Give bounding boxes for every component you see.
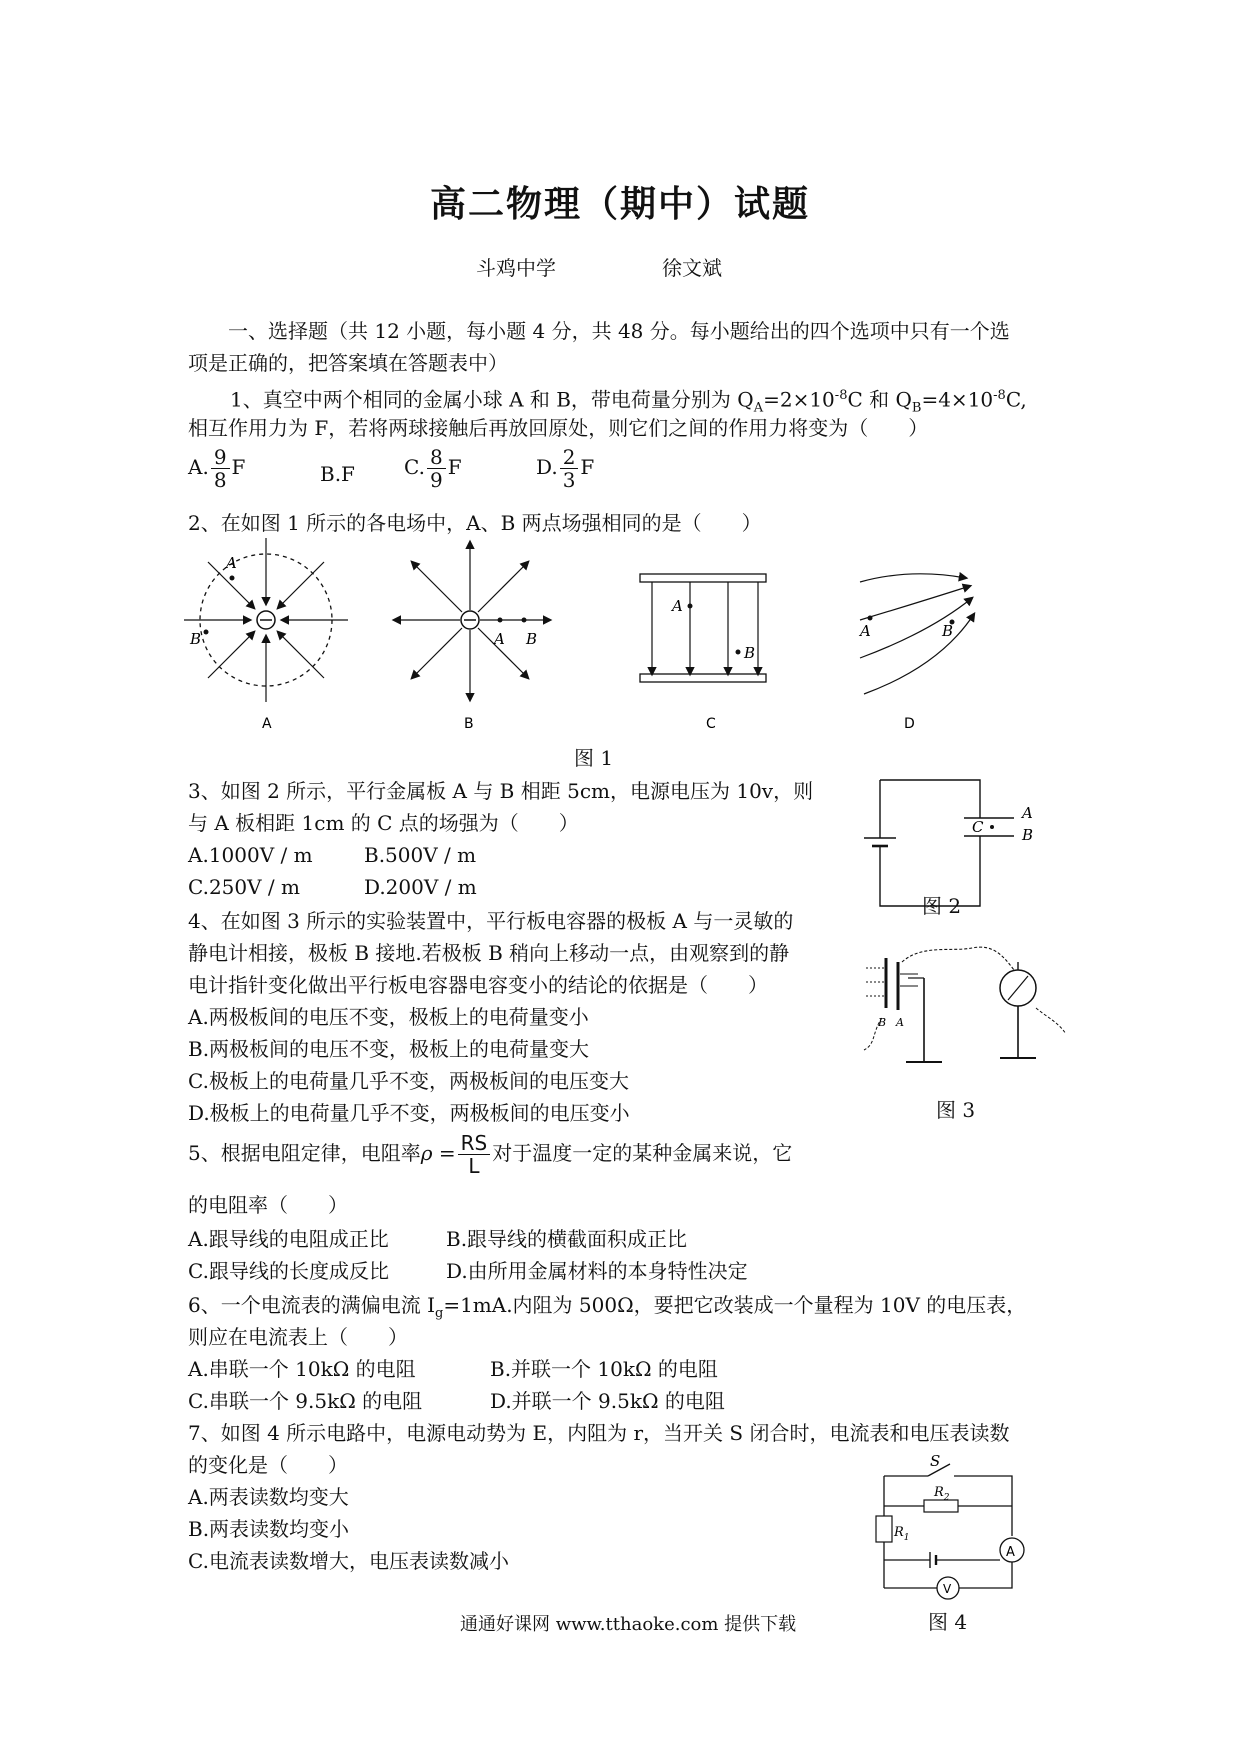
- panel-label-a: A: [262, 716, 272, 732]
- q6-option-a: A.串联一个 10kΩ 的电阻: [188, 1357, 416, 1381]
- q3-option-a: A.1000V / m: [188, 843, 313, 867]
- field-panel-b: [394, 542, 550, 700]
- q5-line2: 的电阻率（ ）: [188, 1193, 348, 1217]
- panel-b-point-a: A: [494, 630, 505, 648]
- q7-option-c: C.电流表读数增大，电压表读数减小: [188, 1549, 509, 1573]
- panel-a-point-a: A: [226, 554, 237, 572]
- q5-option-d: D.由所用金属材料的本身特性决定: [446, 1259, 748, 1283]
- figure-2-label-a: A: [1022, 804, 1033, 822]
- figure-2-caption: 图 2: [922, 894, 962, 918]
- q4-option-c: C.极板上的电荷量几乎不变，两极板间的电压变大: [188, 1069, 629, 1093]
- panel-a-point-b: B: [190, 630, 202, 648]
- author-school: 斗鸡中学: [476, 256, 556, 280]
- panel-label-b: B: [464, 716, 474, 732]
- q3-option-c: C.250V / m: [188, 875, 300, 899]
- panel-label-d: D: [904, 716, 915, 732]
- q3-line2: 与 A 板相距 1cm 的 C 点的场强为（ ）: [188, 811, 579, 835]
- q4-option-d: D.极板上的电荷量几乎不变，两极板间的电压变小: [188, 1101, 630, 1125]
- q3-option-b: B.500V / m: [364, 843, 477, 867]
- fraction: $\frac{9}{8}$: [211, 446, 230, 491]
- q4-option-a: A.两极板间的电压不变，极板上的电荷量变小: [188, 1005, 589, 1029]
- panel-b-point-b: B: [526, 630, 538, 648]
- q1-line1: 1、真空中两个相同的金属小球 A 和 B，带电荷量分别为 $Q_A=2\times 10^{-8}C$ 和 $Q_B=4\times 10^{-8}C$,: [230, 387, 1027, 416]
- field-panel-c: [640, 574, 766, 682]
- figure-3: [852, 948, 1072, 1088]
- q6-line2: 则应在电流表上（ ）: [188, 1325, 408, 1349]
- q1-option-b: B.F: [320, 462, 355, 486]
- q6-option-c: C.串联一个 9.5kΩ 的电阻: [188, 1389, 423, 1413]
- figure-2-label-b: B: [1022, 826, 1034, 844]
- fraction: $\frac{RS}{L}$: [458, 1132, 491, 1177]
- figure-3-label-b: B: [878, 1016, 887, 1029]
- field-panel-a: [184, 538, 348, 702]
- panel-c-point-a: A: [672, 597, 683, 615]
- q6-line1: 6、一个电流表的满偏电流 $I_g=1mA$.内阻为 500Ω，要把它改装成一个量程为 10V 的电压表，: [188, 1293, 1027, 1321]
- figure-4-label-s: S: [930, 1452, 941, 1470]
- q4-line3: 电计指针变化做出平行板电容器电容变小的结论的依据是（ ）: [188, 973, 768, 997]
- panel-c-point-b: B: [744, 644, 756, 662]
- author-name: 徐文斌: [662, 256, 722, 280]
- q1-option-d: D. $\frac{2}{3}$ F: [536, 445, 595, 492]
- q7-line1: 7、如图 4 所示电路中，电源电动势为 E，内阻为 r，当开关 S 闭合时，电流表和电压表读数: [188, 1421, 1010, 1445]
- q1-option-c: C. $\frac{8}{9}$ F: [404, 445, 462, 492]
- figure-4: [872, 1450, 1052, 1600]
- field-panel-d: [858, 574, 974, 694]
- fraction: $\frac{2}{3}$: [560, 446, 579, 491]
- page-title: 高二物理（期中）试题: [429, 183, 810, 225]
- q2-text: 2、在如图 1 所示的各电场中，A、B 两点场强相同的是（ ）: [188, 511, 762, 535]
- ammeter-icon: A: [1006, 1545, 1015, 1560]
- figure-1: [0, 548, 1240, 748]
- figure-3-label-a: A: [896, 1016, 904, 1029]
- section-heading-line1: 一、选择题（共 12 小题，每小题 4 分，共 48 分。每小题给出的四个选项中只有一个选: [228, 319, 1010, 343]
- section-heading-line2: 项是正确的，把答案填在答题表中）: [188, 351, 508, 375]
- figure-3-caption: 图 3: [936, 1098, 976, 1122]
- voltmeter-icon: V: [943, 1582, 952, 1596]
- q5-line1: 5、根据电阻定律，电阻率ρ = $\frac{RS}{L}$ 对于温度一定的某种金属来说，它: [188, 1131, 793, 1178]
- q1-line2: 相互作用力为 F，若将两球接触后再放回原处，则它们之间的作用力将变为（ ）: [188, 416, 929, 440]
- q6-option-b: B.并联一个 10kΩ 的电阻: [490, 1357, 718, 1381]
- q5-option-a: A.跟导线的电阻成正比: [188, 1227, 389, 1251]
- figure-2-label-c: C: [972, 818, 984, 836]
- q5-option-c: C.跟导线的长度成反比: [188, 1259, 389, 1283]
- panel-d-point-a: A: [860, 622, 871, 640]
- q7-line2: 的变化是（ ）: [188, 1453, 348, 1477]
- q6-option-d: D.并联一个 9.5kΩ 的电阻: [490, 1389, 725, 1413]
- figure-4-label-r2: $R_2$: [934, 1485, 950, 1503]
- footer-text: 通通好课网 www.tthaoke.com 提供下载: [460, 1614, 797, 1635]
- q5-option-b: B.跟导线的横截面积成正比: [446, 1227, 688, 1251]
- figure-4-label-r1: $R_1$: [894, 1525, 910, 1543]
- q4-option-b: B.两极板间的电压不变，极板上的电荷量变大: [188, 1037, 590, 1061]
- figure-4-caption: 图 4: [928, 1610, 968, 1634]
- figure-1-caption: 图 1: [574, 746, 614, 770]
- q1-option-a: A. $\frac{9}{8}$ F: [188, 445, 246, 492]
- q4-line2: 静电计相接，极板 B 接地.若极板 B 稍向上移动一点，由观察到的静: [188, 941, 790, 965]
- q3-line1: 3、如图 2 所示，平行金属板 A 与 B 相距 5cm，电源电压为 10v，则: [188, 779, 814, 803]
- panel-label-c: C: [706, 716, 716, 732]
- q7-option-b: B.两表读数均变小: [188, 1517, 350, 1541]
- q3-option-d: D.200V / m: [364, 875, 477, 899]
- q4-line1: 4、在如图 3 所示的实验装置中，平行板电容器的极板 A 与一灵敏的: [188, 909, 794, 933]
- q7-option-a: A.两表读数均变大: [188, 1485, 349, 1509]
- fraction: $\frac{8}{9}$: [427, 446, 446, 491]
- panel-d-point-b: B: [942, 622, 954, 640]
